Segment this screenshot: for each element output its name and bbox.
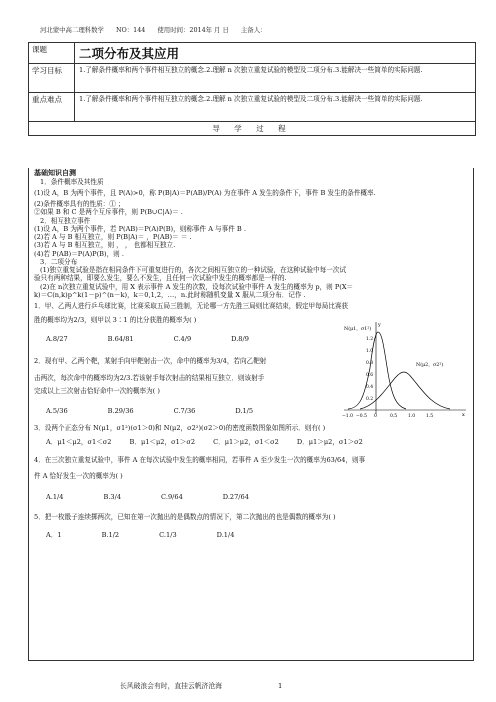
question-4	[34, 456, 468, 501]
topic-label: 课题	[29, 43, 75, 63]
text-line: 2．相互独立事件	[40, 216, 91, 225]
option-c[interactable]: C.1/3	[159, 531, 177, 540]
y-tick: 0.6	[366, 373, 374, 378]
use-time: 使用时间：2014年 月 日	[157, 26, 229, 34]
question-text: 胜的概率均为2/3，则甲以 3∶1 的比分获胜的概率为( )	[34, 316, 197, 325]
text-line: (2)条件概率具有的性质：① ；	[34, 200, 125, 209]
option-a[interactable]: A．μ1＜μ2，σ1＜σ2	[46, 437, 112, 446]
doc-number: NO：144	[115, 26, 146, 34]
option-d[interactable]: D.27/64	[222, 492, 249, 501]
curve-1-label: N(μ1，σ1²)	[344, 327, 372, 332]
option-d[interactable]: D.8/9	[231, 334, 249, 343]
text-line: (3)若 A 与 B 相互独立，则 ， ， 也都相互独立.	[34, 241, 176, 250]
option-c[interactable]: C.9/64	[161, 492, 183, 501]
question-text: 4．在三次独立重复试验中，事件 A 在每次试验中发生的概率相同，若事件 A 至少发生一次的概率为63/64，则事	[34, 456, 366, 465]
text-line: (1)独立重复试验是指在相同条件下可重复进行的，各次之间相互独立的一种试验，在这种试验中每一次试	[40, 266, 347, 275]
option-d[interactable]: D.1/4	[216, 531, 235, 540]
curve-2	[360, 372, 450, 409]
options	[34, 438, 468, 446]
text-line: (1)设 A，B 为两个事件，若 P(AB)＝P(A)P(B)，则称事件 A 与事件 B .	[34, 224, 246, 233]
topic-title: 二项分布及其应用	[79, 46, 180, 61]
question-text: 5．把一枚骰子连续掷两次，已知在第一次抛出的是偶数点的情况下，第二次抛出的也是偶数的概率为( )	[34, 512, 336, 521]
option-a[interactable]: A.1/4	[46, 492, 64, 501]
y-tick: 1.0	[366, 349, 374, 354]
question-text: 3．设两个正态分布 N(μ1，σ1²)(σ1＞0)和 N(μ2，σ2²)(σ2＞0)的密度函数图象如图所示．则有( )	[34, 423, 326, 432]
x-tick: −0.5	[356, 414, 367, 419]
goal-text: 1.了解条件概率和两个事件相互独立的概念.2.理解 n 次独立重复试验的模型及二项分布.3.能解决一些简单的实际问题.	[79, 66, 423, 74]
x-tick: 0	[374, 414, 377, 419]
y-tick: 1.2	[366, 337, 374, 342]
question-text: 件 A 恰好发生一次的概率为( )	[34, 472, 123, 481]
key-row	[29, 93, 475, 122]
text-line: ②如果 B 和 C 是两个互斥事件，则 P(B∪C|A)＝ .	[34, 208, 183, 217]
option-b[interactable]: B.64/81	[107, 334, 134, 343]
text-line: 验只有两种结果，即要么发生，要么不发生，且任何一次试验中发生的概率都是一样的.	[34, 274, 287, 283]
option-c[interactable]: C．μ1＞μ2，σ1＜σ2	[213, 437, 279, 446]
y-axis-label: y	[378, 322, 381, 328]
footer-quote: 长风破浪会有时，直挂云帆济沧海	[120, 682, 222, 690]
key-text: 1.了解条件概率和两个事件相互独立的概念.2.理解 n 次独立重复试验的模型及二项分布.3.能解决一些简单的实际问题.	[79, 95, 423, 103]
option-a[interactable]: A．1	[46, 531, 62, 540]
topic-row	[29, 43, 475, 64]
option-b[interactable]: B.1/2	[101, 531, 120, 540]
option-c[interactable]: C.7/36	[173, 407, 196, 416]
key-label: 重点难点	[29, 93, 75, 121]
option-d[interactable]: D.1/5	[235, 407, 254, 416]
options	[34, 493, 468, 501]
question-text: 1．甲、乙两人进行乒乓球比赛，比赛采取五局三胜制，无论哪一方先胜三局则比赛结束，假定甲每局比赛获	[34, 302, 349, 311]
goal-row	[29, 64, 475, 93]
option-b[interactable]: B.3/4	[103, 492, 122, 501]
editor: 主备人：	[240, 26, 267, 34]
x-tick: 0.5	[390, 414, 398, 419]
y-tick: 0.4	[366, 385, 374, 390]
guide-heading: 导 学 过 程	[29, 122, 475, 136]
school-name: 河北蒙中高二理科数学	[40, 26, 104, 34]
text-line: (2)在 n次独立重复试验中，用 X 表示事件 A 发生的次数，设每次试验中事件 A 发生的概率为 p，则 P(X＝	[40, 282, 354, 291]
text-line: k)＝C(n,k)p^k(1－p)^(n－k)，k＝0,1,2，…，n.此时称随机变量 X 服从二项分布．记作 .	[34, 290, 306, 299]
page-number: 1	[278, 682, 283, 690]
options	[34, 531, 468, 539]
text-line: (1)设 A，B 为两个事件，且 P(A)>0，称 P(B|A)＝P(AB)/P(A) 为在事件 A 发生的条件下，事件 B 发生的条件概率.	[34, 188, 376, 197]
question-text: 击两次，每次命中的概率均为2/3.若该射手每次射击的结果相互独立．则该射手	[34, 373, 265, 382]
section-title: 基础知识自测	[34, 169, 76, 177]
question-5	[34, 513, 468, 539]
y-tick: 0.8	[366, 361, 374, 366]
x-tick: −1.0	[342, 414, 353, 419]
question-text: 2．现有甲、乙两个靶，某射手向甲靶射击一次，命中的概率为3/4，若向乙靶射	[34, 356, 267, 365]
curve-1	[348, 332, 406, 409]
page-header	[40, 26, 460, 34]
goal-label: 学习目标	[29, 64, 75, 92]
text-line: (2)若 A 与 B 相互独立，则 P(B|A)＝ ，P(AB)＝ ＝ .	[34, 233, 192, 242]
option-a[interactable]: A.5/36	[46, 407, 68, 416]
option-b[interactable]: B.29/36	[107, 407, 134, 416]
option-b[interactable]: B．μ1＜μ2，σ1＞σ2	[129, 437, 196, 446]
normal-distribution-figure	[340, 318, 470, 428]
option-d[interactable]: D．μ1＞μ2，σ1＞σ2	[296, 437, 363, 446]
question-text: 完成以上三次射击恰好命中一次的概率为( )	[34, 387, 160, 396]
info-table	[28, 42, 476, 136]
x-tick: 1.0	[408, 414, 416, 419]
text-line: 1．条件概率及其性质	[40, 177, 104, 186]
option-c[interactable]: C.4/9	[173, 334, 192, 343]
text-line: 3．二项分布	[40, 257, 78, 266]
x-tick: 1.5	[426, 414, 434, 419]
x-axis-label: x	[462, 412, 465, 418]
curve-2-label: N(μ2，σ2²)	[416, 363, 444, 368]
option-a[interactable]: A.8/27	[46, 334, 68, 343]
y-tick: 0.2	[366, 397, 374, 402]
text-line: (4)若 P(AB)＝P(A)P(B)，则 .	[34, 249, 124, 258]
